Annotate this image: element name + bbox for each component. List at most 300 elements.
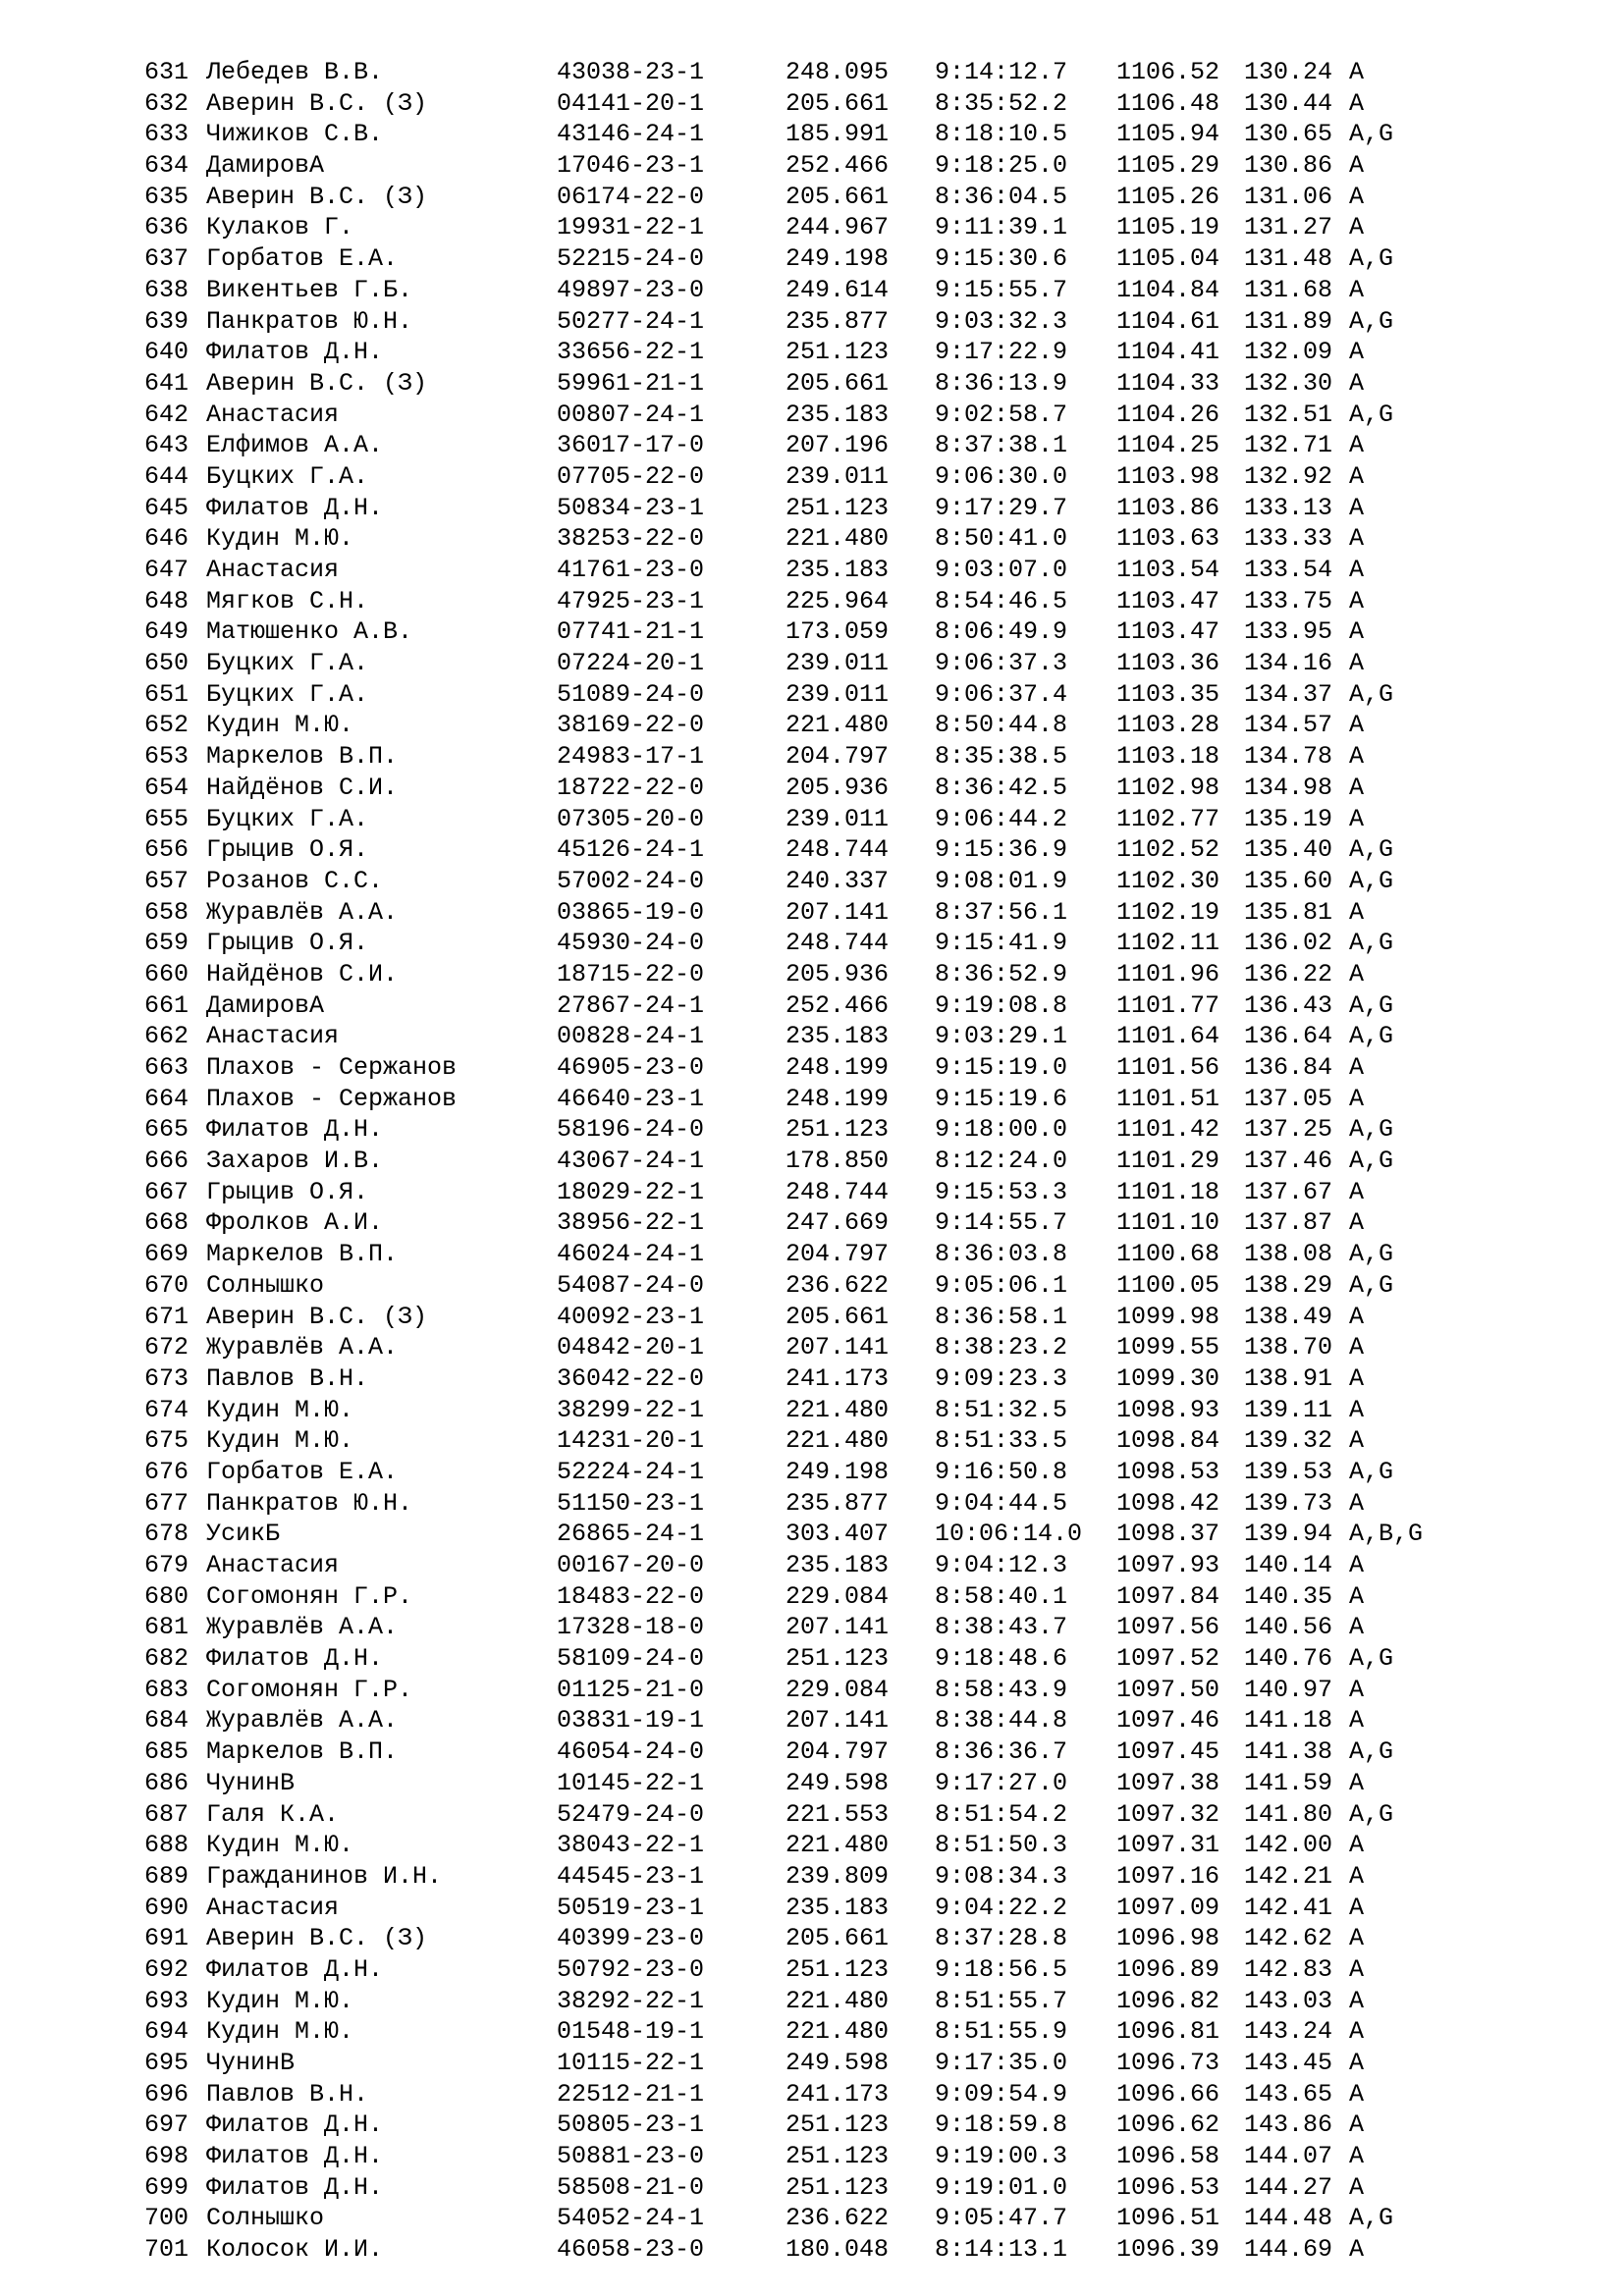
cell-place: 662: [144, 1022, 189, 1051]
cell-flight-time: 8:58:40.1: [935, 1581, 1068, 1611]
cell-ring-number: 22512-21-1: [557, 2079, 705, 2109]
cell-ring-number: 07741-21-1: [557, 617, 705, 647]
cell-distance: 221.480: [785, 711, 890, 740]
cell-speed: 1104.25: [1116, 431, 1220, 460]
table-row: [144, 897, 1487, 929]
cell-speed: 1096.73: [1116, 2049, 1220, 2077]
cell-class: A: [1349, 1675, 1365, 1704]
cell-fancier: Филатов Д.Н.: [206, 1115, 384, 1145]
cell-speed: 1101.64: [1116, 1022, 1220, 1051]
cell-fancier: Буцких Г.А.: [206, 679, 369, 709]
cell-fancier: Кудин М.Ю.: [206, 524, 354, 554]
cell-flight-time: 9:06:37.4: [935, 679, 1068, 709]
cell-place: 661: [144, 990, 189, 1020]
cell-place: 656: [144, 835, 189, 865]
cell-ring-number: 07705-22-0: [557, 461, 705, 491]
cell-class: A,G: [1349, 866, 1394, 895]
cell-speed: 1103.98: [1116, 461, 1220, 491]
cell-points: 130.24: [1244, 58, 1333, 86]
cell-class: A: [1349, 1768, 1365, 1797]
table-row: [144, 773, 1487, 804]
cell-class: A: [1349, 1426, 1365, 1456]
cell-speed: 1099.98: [1116, 1302, 1220, 1331]
cell-fancier: Елфимов А.А.: [206, 431, 384, 460]
cell-ring-number: 43038-23-1: [557, 58, 705, 86]
cell-place: 645: [144, 493, 189, 522]
cell-speed: 1101.29: [1116, 1147, 1220, 1176]
cell-distance: 251.123: [785, 1644, 890, 1674]
cell-place: 668: [144, 1208, 189, 1238]
cell-ring-number: 14231-20-1: [557, 1426, 705, 1456]
cell-speed: 1102.11: [1116, 929, 1220, 958]
cell-flight-time: 8:18:10.5: [935, 120, 1068, 149]
cell-speed: 1098.42: [1116, 1488, 1220, 1518]
cell-distance: 235.877: [785, 1488, 890, 1518]
cell-points: 135.19: [1244, 804, 1333, 833]
cell-flight-time: 9:14:12.7: [935, 58, 1068, 86]
cell-ring-number: 18029-22-1: [557, 1177, 705, 1206]
cell-distance: 221.480: [785, 1986, 890, 2015]
cell-distance: 251.123: [785, 1115, 890, 1145]
cell-ring-number: 03831-19-1: [557, 1706, 705, 1735]
cell-class: A,G: [1349, 120, 1394, 149]
cell-fancier: Согомонян Г.Р.: [206, 1675, 413, 1704]
cell-points: 137.25: [1244, 1115, 1333, 1145]
cell-fancier: ДамировА: [206, 990, 325, 1020]
table-row: [144, 1519, 1487, 1550]
cell-class: A,G: [1349, 244, 1394, 274]
cell-flight-time: 8:37:38.1: [935, 431, 1068, 460]
cell-speed: 1101.77: [1116, 990, 1220, 1020]
cell-speed: 1098.37: [1116, 1520, 1220, 1549]
table-row: [144, 959, 1487, 990]
table-row: [144, 523, 1487, 555]
cell-place: 682: [144, 1644, 189, 1674]
cell-distance: 207.196: [785, 431, 890, 460]
cell-class: A: [1349, 88, 1365, 118]
cell-speed: 1101.56: [1116, 1053, 1220, 1082]
cell-speed: 1103.18: [1116, 742, 1220, 772]
cell-distance: 205.936: [785, 773, 890, 802]
cell-class: A: [1349, 1986, 1365, 2015]
cell-place: 689: [144, 1861, 189, 1891]
cell-class: A: [1349, 275, 1365, 304]
cell-place: 642: [144, 400, 189, 429]
cell-speed: 1101.96: [1116, 959, 1220, 988]
cell-speed: 1097.50: [1116, 1675, 1220, 1704]
cell-speed: 1097.09: [1116, 1893, 1220, 1922]
cell-ring-number: 41761-23-0: [557, 556, 705, 584]
cell-flight-time: 9:15:19.6: [935, 1084, 1068, 1113]
cell-ring-number: 26865-24-1: [557, 1520, 705, 1549]
cell-flight-time: 8:36:03.8: [935, 1240, 1068, 1269]
cell-distance: 249.598: [785, 2049, 890, 2077]
table-row: [144, 243, 1487, 275]
cell-distance: 235.183: [785, 1022, 890, 1051]
cell-distance: 221.480: [785, 2017, 890, 2047]
cell-speed: 1097.84: [1116, 1581, 1220, 1611]
cell-points: 134.57: [1244, 711, 1333, 740]
cell-speed: 1102.19: [1116, 897, 1220, 927]
cell-flight-time: 9:17:22.9: [935, 338, 1068, 367]
cell-speed: 1102.52: [1116, 835, 1220, 865]
cell-points: 131.06: [1244, 182, 1333, 211]
cell-class: A: [1349, 1706, 1365, 1735]
cell-distance: 205.661: [785, 182, 890, 211]
cell-distance: 207.141: [785, 1706, 890, 1735]
cell-class: A,G: [1349, 306, 1394, 336]
cell-speed: 1099.30: [1116, 1363, 1220, 1393]
cell-class: A: [1349, 649, 1365, 678]
cell-distance: 244.967: [785, 213, 890, 242]
cell-class: A: [1349, 959, 1365, 988]
cell-points: 131.48: [1244, 244, 1333, 274]
table-row: [144, 1363, 1487, 1395]
cell-points: 140.35: [1244, 1581, 1333, 1611]
cell-fancier: Кудин М.Ю.: [206, 1426, 354, 1456]
cell-class: A: [1349, 431, 1365, 460]
cell-class: A: [1349, 1831, 1365, 1860]
cell-flight-time: 8:35:38.5: [935, 742, 1068, 772]
cell-flight-time: 9:11:39.1: [935, 213, 1068, 242]
cell-speed: 1105.04: [1116, 244, 1220, 274]
cell-fancier: Филатов Д.Н.: [206, 1954, 384, 1984]
cell-class: A: [1349, 2172, 1365, 2202]
cell-flight-time: 9:17:29.7: [935, 493, 1068, 522]
cell-speed: 1104.33: [1116, 368, 1220, 398]
cell-flight-time: 8:14:13.1: [935, 2235, 1068, 2265]
cell-points: 143.24: [1244, 2017, 1333, 2047]
cell-points: 140.14: [1244, 1551, 1333, 1579]
table-row: [144, 586, 1487, 617]
cell-speed: 1103.47: [1116, 586, 1220, 615]
cell-points: 132.51: [1244, 400, 1333, 429]
cell-ring-number: 58109-24-0: [557, 1644, 705, 1674]
cell-class: A: [1349, 897, 1365, 927]
cell-flight-time: 9:06:37.3: [935, 649, 1068, 678]
cell-distance: 303.407: [785, 1520, 890, 1549]
cell-speed: 1103.54: [1116, 556, 1220, 584]
cell-points: 139.94: [1244, 1520, 1333, 1549]
cell-points: 137.05: [1244, 1084, 1333, 1113]
cell-place: 655: [144, 804, 189, 833]
cell-speed: 1105.94: [1116, 120, 1220, 149]
table-row: [144, 1146, 1487, 1177]
cell-flight-time: 9:15:36.9: [935, 835, 1068, 865]
cell-distance: 235.183: [785, 400, 890, 429]
cell-fancier: Маркелов В.П.: [206, 1737, 399, 1767]
cell-fancier: Розанов С.С.: [206, 866, 384, 895]
cell-distance: 236.622: [785, 2204, 890, 2233]
cell-fancier: ДамировА: [206, 151, 325, 181]
cell-class: A: [1349, 711, 1365, 740]
cell-speed: 1103.36: [1116, 649, 1220, 678]
cell-points: 141.59: [1244, 1768, 1333, 1797]
cell-place: 635: [144, 182, 189, 211]
cell-flight-time: 8:51:54.2: [935, 1799, 1068, 1829]
cell-distance: 240.337: [785, 866, 890, 895]
cell-place: 701: [144, 2235, 189, 2265]
cell-ring-number: 07224-20-1: [557, 649, 705, 678]
cell-place: 679: [144, 1551, 189, 1579]
cell-class: A: [1349, 1084, 1365, 1113]
cell-flight-time: 9:19:00.3: [935, 2142, 1068, 2171]
cell-place: 660: [144, 959, 189, 988]
cell-speed: 1098.84: [1116, 1426, 1220, 1456]
cell-ring-number: 10145-22-1: [557, 1768, 705, 1797]
cell-flight-time: 9:18:25.0: [935, 151, 1068, 181]
table-row: [144, 1332, 1487, 1363]
cell-flight-time: 8:06:49.9: [935, 617, 1068, 647]
cell-class: A: [1349, 151, 1365, 181]
cell-speed: 1104.26: [1116, 400, 1220, 429]
table-row: [144, 1457, 1487, 1488]
table-row: [144, 57, 1487, 88]
cell-fancier: Анастасия: [206, 400, 340, 429]
table-row: [144, 1270, 1487, 1302]
cell-place: 674: [144, 1395, 189, 1424]
table-row: [144, 1177, 1487, 1208]
cell-class: A: [1349, 1613, 1365, 1642]
cell-class: A: [1349, 2017, 1365, 2047]
cell-fancier: УсикБ: [206, 1520, 281, 1549]
cell-ring-number: 06174-22-0: [557, 182, 705, 211]
table-row: [144, 928, 1487, 959]
cell-points: 142.62: [1244, 1924, 1333, 1953]
cell-distance: 229.084: [785, 1675, 890, 1704]
cell-flight-time: 9:14:55.7: [935, 1208, 1068, 1238]
cell-points: 137.87: [1244, 1208, 1333, 1238]
cell-distance: 207.141: [785, 1333, 890, 1362]
cell-place: 653: [144, 742, 189, 772]
cell-flight-time: 8:51:55.7: [935, 1986, 1068, 2015]
cell-place: 646: [144, 524, 189, 554]
cell-speed: 1096.98: [1116, 1924, 1220, 1953]
cell-distance: 205.661: [785, 1302, 890, 1331]
cell-points: 139.73: [1244, 1488, 1333, 1518]
cell-distance: 185.991: [785, 120, 890, 149]
cell-speed: 1096.82: [1116, 1986, 1220, 2015]
cell-fancier: Маркелов В.П.: [206, 1240, 399, 1269]
cell-fancier: Маркелов В.П.: [206, 742, 399, 772]
cell-distance: 248.199: [785, 1084, 890, 1113]
cell-place: 670: [144, 1270, 189, 1300]
cell-fancier: Журавлёв А.А.: [206, 1706, 399, 1735]
cell-class: A: [1349, 1363, 1365, 1393]
cell-ring-number: 36017-17-0: [557, 431, 705, 460]
cell-distance: 239.011: [785, 461, 890, 491]
cell-fancier: Кудин М.Ю.: [206, 2017, 354, 2047]
cell-distance: 249.198: [785, 244, 890, 274]
table-row: [144, 1830, 1487, 1861]
cell-ring-number: 50805-23-1: [557, 2110, 705, 2140]
cell-points: 133.54: [1244, 556, 1333, 584]
table-row: [144, 1114, 1487, 1146]
cell-class: A,G: [1349, 1240, 1394, 1269]
cell-ring-number: 18483-22-0: [557, 1581, 705, 1611]
cell-fancier: Грыцив О.Я.: [206, 835, 369, 865]
cell-distance: 241.173: [785, 1363, 890, 1393]
cell-class: A,G: [1349, 2204, 1394, 2233]
table-row: [144, 710, 1487, 741]
cell-ring-number: 46054-24-0: [557, 1737, 705, 1767]
cell-place: 678: [144, 1520, 189, 1549]
cell-speed: 1103.35: [1116, 679, 1220, 709]
cell-class: A,G: [1349, 1115, 1394, 1145]
table-row: [144, 1550, 1487, 1581]
cell-class: A: [1349, 2110, 1365, 2140]
cell-distance: 248.199: [785, 1053, 890, 1082]
cell-points: 135.40: [1244, 835, 1333, 865]
cell-speed: 1097.52: [1116, 1644, 1220, 1674]
cell-fancier: Аверин В.С. (З): [206, 368, 428, 398]
cell-class: A,G: [1349, 1270, 1394, 1300]
cell-place: 690: [144, 1893, 189, 1922]
cell-class: A: [1349, 1861, 1365, 1891]
table-row: [144, 1861, 1487, 1893]
cell-distance: 221.553: [785, 1799, 890, 1829]
cell-flight-time: 8:54:46.5: [935, 586, 1068, 615]
cell-speed: 1097.16: [1116, 1861, 1220, 1891]
cell-flight-time: 9:18:59.8: [935, 2110, 1068, 2140]
cell-speed: 1100.05: [1116, 1270, 1220, 1300]
cell-class: A: [1349, 1395, 1365, 1424]
table-row: [144, 1612, 1487, 1643]
cell-place: 640: [144, 338, 189, 367]
cell-ring-number: 50519-23-1: [557, 1893, 705, 1922]
cell-points: 136.64: [1244, 1022, 1333, 1051]
cell-fancier: Гражданинов И.Н.: [206, 1861, 443, 1891]
cell-place: 673: [144, 1363, 189, 1393]
cell-flight-time: 9:09:23.3: [935, 1363, 1068, 1393]
table-row: [144, 430, 1487, 461]
cell-ring-number: 10115-22-1: [557, 2049, 705, 2077]
cell-class: A: [1349, 1581, 1365, 1611]
cell-flight-time: 9:06:44.2: [935, 804, 1068, 833]
cell-ring-number: 19931-22-1: [557, 213, 705, 242]
cell-distance: 180.048: [785, 2235, 890, 2265]
cell-flight-time: 9:02:58.7: [935, 400, 1068, 429]
cell-flight-time: 9:09:54.9: [935, 2079, 1068, 2109]
cell-flight-time: 8:51:32.5: [935, 1395, 1068, 1424]
cell-speed: 1103.47: [1116, 617, 1220, 647]
results-table: [144, 57, 1487, 2266]
cell-place: 639: [144, 306, 189, 336]
cell-speed: 1099.55: [1116, 1333, 1220, 1362]
cell-points: 132.71: [1244, 431, 1333, 460]
cell-distance: 249.198: [785, 1457, 890, 1486]
cell-ring-number: 38299-22-1: [557, 1395, 705, 1424]
cell-place: 699: [144, 2172, 189, 2202]
cell-fancier: Викентьев Г.Б.: [206, 275, 413, 304]
cell-fancier: Фролков А.И.: [206, 1208, 384, 1238]
cell-flight-time: 9:04:12.3: [935, 1551, 1068, 1579]
table-row: [144, 1736, 1487, 1768]
cell-fancier: Павлов В.Н.: [206, 1363, 369, 1393]
cell-flight-time: 9:03:07.0: [935, 556, 1068, 584]
cell-ring-number: 54052-24-1: [557, 2204, 705, 2233]
cell-place: 637: [144, 244, 189, 274]
cell-speed: 1103.63: [1116, 524, 1220, 554]
cell-points: 138.49: [1244, 1302, 1333, 1331]
table-row: [144, 1923, 1487, 1954]
cell-ring-number: 01125-21-0: [557, 1675, 705, 1704]
cell-speed: 1101.51: [1116, 1084, 1220, 1113]
cell-place: 698: [144, 2142, 189, 2171]
cell-place: 676: [144, 1457, 189, 1486]
cell-speed: 1100.68: [1116, 1240, 1220, 1269]
cell-ring-number: 46024-24-1: [557, 1240, 705, 1269]
cell-ring-number: 36042-22-0: [557, 1363, 705, 1393]
cell-fancier: Плахов - Сержанов: [206, 1084, 458, 1113]
cell-class: A: [1349, 1893, 1365, 1922]
cell-fancier: Панкратов Ю.Н.: [206, 1488, 413, 1518]
cell-fancier: Колосок И.И.: [206, 2235, 384, 2265]
cell-points: 143.65: [1244, 2079, 1333, 2109]
cell-fancier: Журавлёв А.А.: [206, 1613, 399, 1642]
cell-distance: 247.669: [785, 1208, 890, 1238]
cell-fancier: Аверин В.С. (З): [206, 1924, 428, 1953]
cell-flight-time: 8:38:44.8: [935, 1706, 1068, 1735]
cell-points: 141.80: [1244, 1799, 1333, 1829]
cell-distance: 235.183: [785, 1551, 890, 1579]
cell-flight-time: 8:36:58.1: [935, 1302, 1068, 1331]
cell-points: 144.27: [1244, 2172, 1333, 2202]
cell-flight-time: 8:35:52.2: [935, 88, 1068, 118]
cell-place: 700: [144, 2204, 189, 2233]
cell-class: A: [1349, 182, 1365, 211]
cell-ring-number: 51089-24-0: [557, 679, 705, 709]
table-row: [144, 493, 1487, 524]
cell-ring-number: 04842-20-1: [557, 1333, 705, 1362]
cell-flight-time: 8:51:33.5: [935, 1426, 1068, 1456]
cell-points: 140.76: [1244, 1644, 1333, 1674]
cell-flight-time: 8:58:43.9: [935, 1675, 1068, 1704]
cell-ring-number: 01548-19-1: [557, 2017, 705, 2047]
cell-distance: 248.095: [785, 58, 890, 86]
cell-flight-time: 9:15:55.7: [935, 275, 1068, 304]
cell-ring-number: 40399-23-0: [557, 1924, 705, 1953]
cell-ring-number: 38292-22-1: [557, 1986, 705, 2015]
cell-place: 631: [144, 58, 189, 86]
cell-distance: 173.059: [785, 617, 890, 647]
cell-flight-time: 8:38:43.7: [935, 1613, 1068, 1642]
table-row: [144, 1021, 1487, 1052]
cell-fancier: Журавлёв А.А.: [206, 1333, 399, 1362]
cell-distance: 207.141: [785, 1613, 890, 1642]
cell-place: 632: [144, 88, 189, 118]
cell-class: A: [1349, 2142, 1365, 2171]
cell-distance: 221.480: [785, 1831, 890, 1860]
cell-fancier: Аверин В.С. (З): [206, 182, 428, 211]
cell-flight-time: 8:50:44.8: [935, 711, 1068, 740]
cell-distance: 249.614: [785, 275, 890, 304]
cell-distance: 207.141: [785, 897, 890, 927]
cell-class: A: [1349, 773, 1365, 802]
cell-place: 654: [144, 773, 189, 802]
cell-class: A: [1349, 213, 1365, 242]
cell-speed: 1101.18: [1116, 1177, 1220, 1206]
cell-fancier: Грыцив О.Я.: [206, 929, 369, 958]
cell-distance: 225.964: [785, 586, 890, 615]
cell-fancier: Кудин М.Ю.: [206, 1986, 354, 2015]
cell-points: 140.97: [1244, 1675, 1333, 1704]
cell-points: 134.98: [1244, 773, 1333, 802]
cell-speed: 1106.52: [1116, 58, 1220, 86]
cell-flight-time: 9:04:22.2: [935, 1893, 1068, 1922]
cell-flight-time: 9:17:27.0: [935, 1768, 1068, 1797]
cell-points: 141.18: [1244, 1706, 1333, 1735]
